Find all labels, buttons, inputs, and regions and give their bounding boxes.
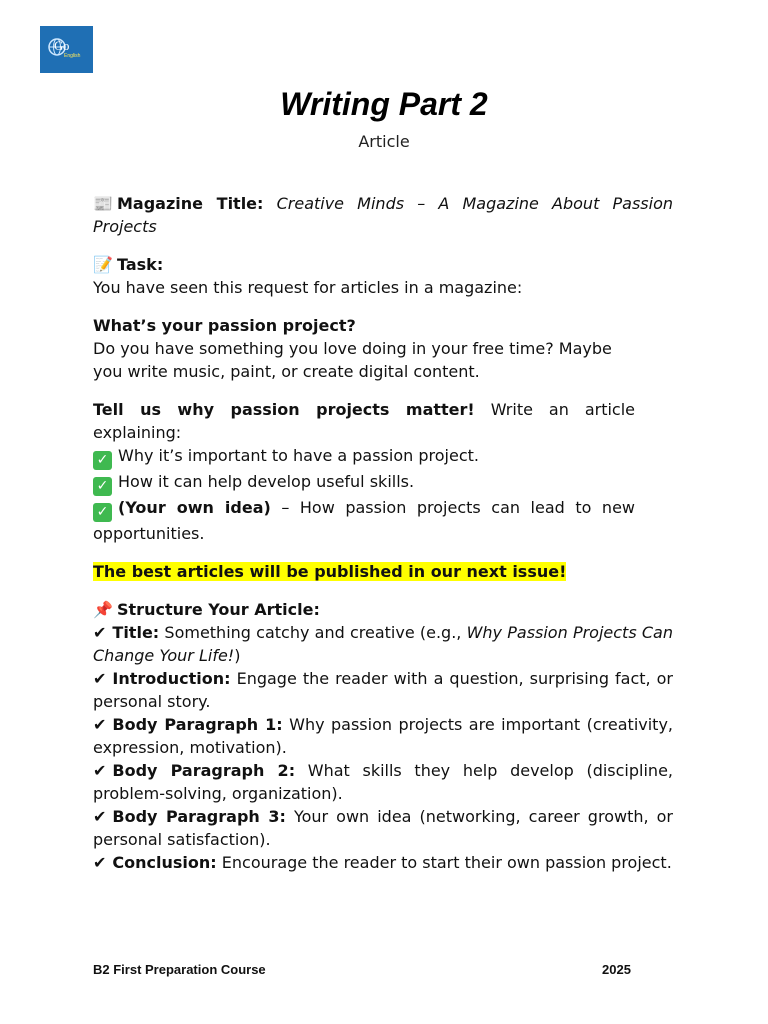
pushpin-icon: 📌 xyxy=(93,600,113,619)
checkmark-icon: ✔ xyxy=(93,623,107,642)
list-item: ✔ Title: Something catchy and creative (e.g., Why Passion Projects Can Change Your Life!) xyxy=(93,623,673,665)
highlighted-notice: The best articles will be published in our next issue! xyxy=(93,562,567,581)
list-item: ✓ (Your own idea) – How passion projects can lead to new opportunities. xyxy=(93,498,636,543)
list-item: ✔ Body Paragraph 3: Your own idea (networking, career growth, or personal satisfaction). xyxy=(93,807,673,849)
document-body xyxy=(93,192,673,889)
list-item: ✓ Why it’s important to have a passion project. xyxy=(93,444,635,470)
check-icon: ✓ xyxy=(93,451,112,470)
magazine-title-line xyxy=(93,192,673,238)
task-block xyxy=(93,253,673,299)
checkmark-icon: ✔ xyxy=(93,853,107,872)
check-icon: ✓ xyxy=(93,477,112,496)
task-heading: 📝 Task: xyxy=(93,255,164,274)
list-item: ✔ Conclusion: Encourage the reader to start their own passion project. xyxy=(93,853,672,872)
request-question: What’s your passion project? xyxy=(93,316,356,335)
list-item: ✔ Introduction: Engage the reader with a question, surprising fact, or personal story. xyxy=(93,669,674,711)
footer-course: B2 First Preparation Course xyxy=(93,962,266,977)
page-title: Writing Part 2 xyxy=(280,86,488,122)
checkmark-icon: ✔ xyxy=(93,669,107,688)
memo-icon: 📝 xyxy=(93,255,113,274)
structure-heading: 📌 Structure Your Article: xyxy=(93,600,320,619)
list-item: ✔ Body Paragraph 1: Why passion projects are important (creativity, expression, motivation). xyxy=(93,715,674,757)
logo-subtext: English xyxy=(64,53,81,59)
check-icon: ✓ xyxy=(93,503,112,522)
why-heading-line: Tell us why passion projects matter! Write an article explaining: xyxy=(93,400,636,442)
go-english-logo xyxy=(40,26,93,73)
checkmark-icon: ✔ xyxy=(93,807,107,826)
structure-block xyxy=(93,598,673,874)
checkmark-icon: ✔ xyxy=(93,761,107,780)
newspaper-icon: 📰 xyxy=(93,194,113,213)
list-item: ✔ Body Paragraph 2: What skills they help develop (discipline, problem-solving, organization). xyxy=(93,761,673,803)
request-body: Do you have something you love doing in your free time? Maybe you write music, paint, or create digital content. xyxy=(93,339,612,381)
logo-text: Go xyxy=(54,38,69,53)
magazine-name: Creative Minds – A Magazine About Passion Projects xyxy=(93,194,673,236)
magazine-label: Magazine Title: xyxy=(117,194,264,213)
request-block xyxy=(93,314,635,383)
page-subtitle: Article xyxy=(358,132,410,151)
footer-year: 2025 xyxy=(602,962,631,977)
task-intro: You have seen this request for articles in a magazine: xyxy=(93,278,523,297)
why-block xyxy=(93,398,635,545)
checkmark-icon: ✔ xyxy=(93,715,107,734)
list-item: ✓ How it can help develop useful skills. xyxy=(93,470,635,496)
highlight-line xyxy=(93,560,673,583)
